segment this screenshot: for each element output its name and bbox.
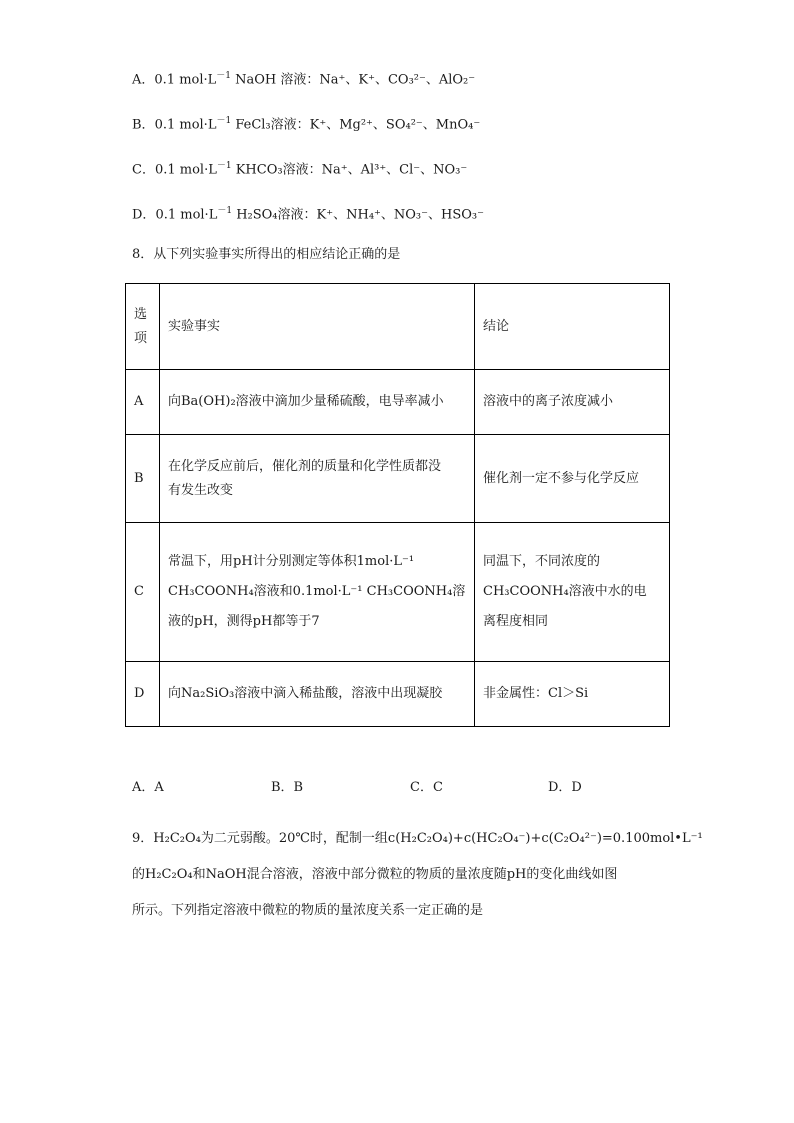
table-row: [126, 523, 670, 662]
question-9-line-3: 所示。下列指定溶液中微粒的物质的量浓度关系一定正确的是: [132, 903, 484, 918]
option-7d: D．0.1 $mol\cdot L^{-1}$ H₂SO₄溶液：K⁺、NH₄⁺、NO₃⁻、HSO₃⁻: [132, 206, 484, 223]
row-fact: 在化学反应前后，催化剂的质量和化学性质都没 有发生改变: [160, 435, 475, 523]
row-conclusion: 溶液中的离子浓度减小: [475, 370, 670, 435]
row-option: B: [126, 435, 160, 523]
question-8-answers: [0, 778, 794, 798]
question-8-stem: 8．从下列实验事实所得出的相应结论正确的是: [132, 247, 401, 262]
question-9-line-1: 9．H₂C₂O₄为二元弱酸。20℃时，配制一组c(H₂C₂O₄)+c(HC₂O₄⁻)+c(C₂O₄²⁻)=0.100mol•L⁻¹: [132, 831, 703, 846]
option-7b: B．0.1 $mol\cdot L^{-1}$ FeCl₃溶液：K⁺、Mg²⁺、SO₄²⁻、MnO₄⁻: [132, 116, 481, 133]
row-fact: 向Ba(OH)₂溶液中滴加少量稀硫酸，电导率减小: [160, 370, 475, 435]
table-row: [126, 662, 670, 727]
table-header-row: [126, 284, 670, 370]
experiment-table: [125, 283, 670, 727]
table-row: [126, 370, 670, 435]
answer-d: D．D: [548, 780, 582, 795]
row-conclusion: 同温下，不同浓度的 CH₃COONH₄溶液中水的电 离程度相同: [475, 523, 670, 662]
row-option: A: [126, 370, 160, 435]
row-conclusion: 非金属性：Cl＞Si: [475, 662, 670, 727]
answer-b: B．B: [271, 780, 304, 795]
row-option: C: [126, 523, 160, 662]
answer-c: C．C: [410, 780, 443, 795]
header-conclusion: 结论: [475, 284, 670, 370]
row-conclusion: 催化剂一定不参与化学反应: [475, 435, 670, 523]
header-option: 选 项: [126, 284, 160, 370]
question-9-line-2: 的H₂C₂O₄和NaOH混合溶液，溶液中部分微粒的物质的量浓度随pH的变化曲线如图: [132, 867, 618, 882]
header-fact: 实验事实: [160, 284, 475, 370]
table-row: [126, 435, 670, 523]
row-option: D: [126, 662, 160, 727]
option-7c: C．0.1 $mol\cdot L^{-1}$ KHCO₃溶液：Na⁺、Al³⁺、Cl⁻、NO₃⁻: [132, 161, 468, 178]
option-7a: A．0.1 $mol\cdot L^{-1}$ NaOH 溶液：Na⁺、K⁺、CO₃²⁻、AlO₂⁻: [132, 71, 476, 88]
answer-a: A．A: [132, 780, 164, 795]
row-fact: 向Na₂SiO₃溶液中滴入稀盐酸，溶液中出现凝胶: [160, 662, 475, 727]
row-fact: 常温下，用pH计分别测定等体积1mol·L⁻¹ CH₃COONH₄溶液和0.1mol·L⁻¹ CH₃COONH₄溶 液的pH，测得pH都等于7: [160, 523, 475, 662]
